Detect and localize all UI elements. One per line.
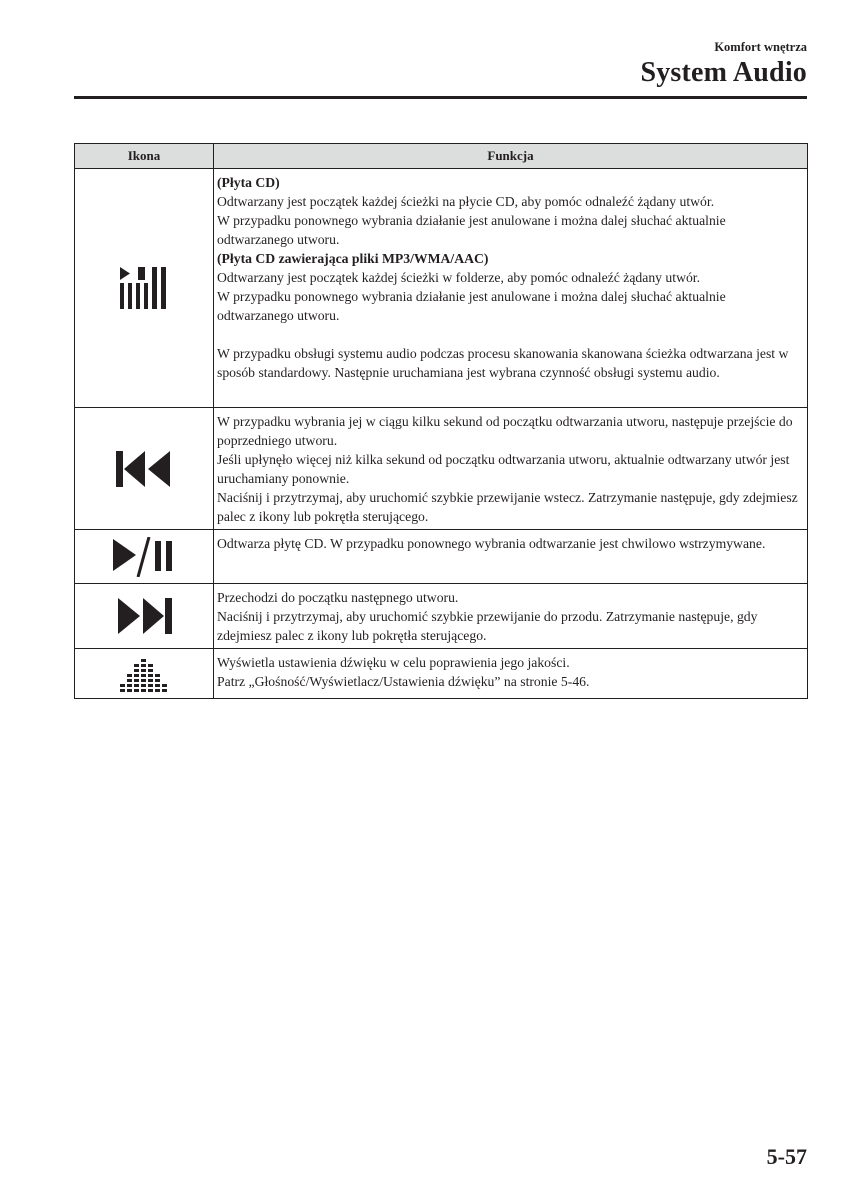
eq-bar-segment: [134, 684, 139, 687]
sound-settings-icon: [120, 654, 168, 694]
description-heading: (Płyta CD): [217, 175, 280, 190]
table-row: [75, 584, 808, 649]
eq-bar-segment: [134, 664, 139, 667]
eq-bar-segment: [134, 674, 139, 677]
table-row: [75, 408, 808, 530]
column-header-icon: Ikona: [75, 144, 214, 169]
table-row: [75, 169, 808, 408]
eq-bar-segment: [155, 674, 160, 677]
description-cell: [214, 169, 808, 408]
eq-bar-segment: [120, 684, 125, 687]
eq-bar-segment: [141, 664, 146, 667]
description-line: Odtwarzany jest początek każdej ścieżki na płycie CD, aby pomóc odnaleźć żądany utwór.: [217, 194, 715, 209]
eq-bar-segment: [148, 679, 153, 682]
icon-cell: [75, 169, 214, 408]
eq-bar-segment: [134, 679, 139, 682]
icon-cell: [75, 584, 214, 649]
eq-bar-segment: [141, 659, 146, 662]
eq-bar-segment: [141, 669, 146, 672]
table-header-row: [75, 144, 808, 169]
description-line: Naciśnij i przytrzymaj, aby uruchomić szybkie przewijanie wstecz. Zatrzymanie następuje, gdy zdejmiesz palec z ikony lub pokrętła sterującego.: [217, 490, 798, 524]
table-row: [75, 649, 808, 699]
description-line: Jeśli upłynęło więcej niż kilka sekund od początku odtwarzania utworu, aktualnie odtwarzany utwór jest uruchamiany ponownie.: [217, 452, 790, 486]
scan-icon: [117, 267, 171, 309]
description-cell: [214, 649, 808, 699]
eq-bar-segment: [148, 689, 153, 692]
page-title: System Audio: [640, 57, 807, 88]
next-track-icon: [116, 598, 172, 634]
description-line: Wyświetla ustawienia dźwięku w celu poprawienia jego jakości.: [217, 655, 570, 670]
eq-bar-segment: [127, 679, 132, 682]
eq-bar-segment: [162, 684, 167, 687]
eq-bar-segment: [148, 674, 153, 677]
section-label: Komfort wnętrza: [714, 40, 807, 54]
icon-cell: [75, 649, 214, 699]
eq-bar-segment: [148, 664, 153, 667]
eq-bar-segment: [127, 689, 132, 692]
description-line: Patrz „Głośność/Wyświetlacz/Ustawienia dźwięku” na stronie 5-46.: [217, 674, 590, 689]
description-line: W przypadku wybrania jej w ciągu kilku sekund od początku odtwarzania utworu, następuje przejście do poprzedniego utworu.: [217, 414, 793, 448]
eq-bar-segment: [141, 674, 146, 677]
eq-bar-segment: [141, 684, 146, 687]
description-cell: [214, 530, 808, 584]
description-line: Przechodzi do początku następnego utworu.: [217, 590, 459, 605]
table-row: [75, 530, 808, 584]
eq-bar-segment: [127, 684, 132, 687]
eq-bar-segment: [155, 684, 160, 687]
previous-track-icon: [116, 451, 172, 487]
play-pause-icon: [113, 537, 175, 577]
eq-bar-segment: [148, 684, 153, 687]
description-heading: (Płyta CD zawierająca pliki MP3/WMA/AAC): [217, 251, 489, 266]
eq-bar-segment: [120, 689, 125, 692]
paragraph-gap: [217, 325, 801, 344]
eq-bar-segment: [141, 689, 146, 692]
page-number: 5-57: [766, 1144, 807, 1169]
icon-cell: [75, 408, 214, 530]
description-line: Odtwarzany jest początek każdej ścieżki w folderze, aby pomóc odnaleźć żądany utwór.: [217, 270, 701, 285]
eq-bar-segment: [162, 689, 167, 692]
eq-bar-segment: [155, 689, 160, 692]
description-line: W przypadku obsługi systemu audio podczas procesu skanowania skanowana ścieżka odtwarzana jest w sposób standardowy. Następnie uruchamiana jest wybrana czynność obsługi systemu audio.: [217, 346, 789, 380]
eq-bar-segment: [134, 669, 139, 672]
description-line: W przypadku ponownego wybrania działanie jest anulowane i można dalej słuchać aktualnie odtwarzanego utworu.: [217, 289, 726, 323]
column-header-function: Funkcja: [214, 144, 808, 169]
eq-bar-segment: [155, 679, 160, 682]
eq-bar-segment: [127, 674, 132, 677]
description-line: Naciśnij i przytrzymaj, aby uruchomić szybkie przewijanie do przodu. Zatrzymanie następuje, gdy zdejmiesz palec z ikony lub pokrętła sterującego.: [217, 609, 758, 643]
description-cell: [214, 408, 808, 530]
title-divider: [74, 96, 807, 99]
eq-bar-segment: [134, 689, 139, 692]
eq-bar-segment: [141, 679, 146, 682]
icon-cell: [75, 530, 214, 584]
function-table: [74, 143, 808, 699]
description-line: Odtwarza płytę CD. W przypadku ponownego wybrania odtwarzanie jest chwilowo wstrzymywane.: [217, 536, 766, 551]
description-line: W przypadku ponownego wybrania działanie jest anulowane i można dalej słuchać aktualnie odtwarzanego utworu.: [217, 213, 726, 247]
description-cell: [214, 584, 808, 649]
eq-bar-segment: [148, 669, 153, 672]
